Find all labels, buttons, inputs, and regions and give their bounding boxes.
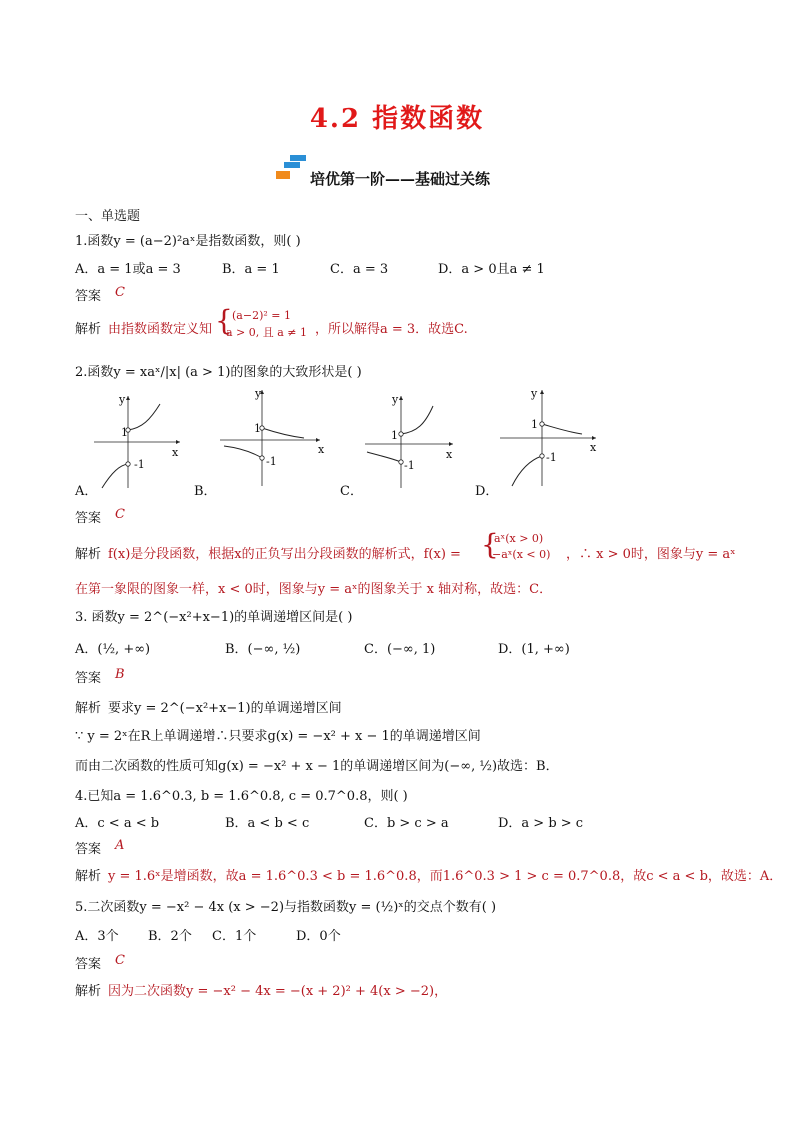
q1-brace: { bbox=[215, 304, 233, 337]
q2-graph-b-neg-one-label: -1 bbox=[266, 455, 277, 468]
q2-graph-b bbox=[218, 386, 326, 488]
q2-graph-b-one-label: 1 bbox=[254, 422, 261, 435]
q4-answer-label: 答案 bbox=[75, 842, 102, 857]
q5-stem: 5.二次函数y = −x² − 4x (x > −2)与指数函数y = (½)ˣ的交点个数有( ) bbox=[75, 900, 497, 915]
q3-option-a: A．(½, +∞) bbox=[75, 642, 151, 657]
q4-analysis: y = 1.6ˣ是增函数，故a = 1.6^0.3 < b = 1.6^0.8，而1.6^0.3 > 1 > c = 0.7^0.8，故c < a < b，故选：A． bbox=[108, 869, 783, 884]
q1-brace-line-1: (a−2)² = 1 bbox=[232, 309, 291, 322]
q2-graph-c-one-label: 1 bbox=[391, 429, 398, 442]
q3-analysis-line-3: 而由二次函数的性质可知g(x) = −x² + x − 1的单调递增区间为(−∞, ½)故选：B． bbox=[75, 759, 559, 774]
q2-graph-a-x-label: x bbox=[172, 446, 179, 459]
q1-answer: C bbox=[115, 285, 125, 300]
q1-analysis-pre: 由指数函数定义知 bbox=[108, 322, 213, 337]
q1-analysis-label: 解析 bbox=[75, 322, 102, 337]
q5-option-a: A．3个 bbox=[75, 929, 119, 944]
q2-brace: { bbox=[481, 528, 499, 561]
q4-option-d: D．a > b > c bbox=[498, 816, 584, 831]
q2-answer: C bbox=[115, 507, 125, 522]
q3-answer-label: 答案 bbox=[75, 671, 102, 686]
q3-analysis-line-1: 要求y = 2^(−x²+x−1)的单调递增区间 bbox=[108, 701, 342, 716]
q5-option-c: C．1个 bbox=[212, 929, 257, 944]
q1-option-d: D．a > 0且a ≠ 1 bbox=[438, 262, 545, 277]
q2-graph-c-neg-one-label: -1 bbox=[404, 459, 415, 472]
q3-analysis-label: 解析 bbox=[75, 701, 102, 716]
q4-option-b: B．a < b < c bbox=[225, 816, 310, 831]
q3-answer: B bbox=[115, 667, 125, 682]
q2-option-d: D． bbox=[475, 484, 499, 499]
q2-graph-d-one-label: 1 bbox=[531, 418, 538, 431]
q3-option-b: B．(−∞, ½) bbox=[225, 642, 301, 657]
q4-option-a: A．c < a < b bbox=[75, 816, 160, 831]
q2-brace-line-1: aˣ(x > 0) bbox=[494, 532, 544, 545]
section-subtitle: 培优第一阶——基础过关练 bbox=[310, 170, 491, 188]
q3-analysis-line-2: ∵ y = 2ˣ在R上单调递增∴只要求g(x) = −x² + x − 1的单调递增区间 bbox=[75, 729, 481, 744]
q4-option-c: C．b > c > a bbox=[364, 816, 449, 831]
q2-graph-d bbox=[498, 386, 600, 488]
q5-answer-label: 答案 bbox=[75, 957, 102, 972]
q2-option-c: C． bbox=[340, 484, 363, 499]
q2-stem: 2.函数y = xaˣ/|x| (a > 1)的图象的大致形状是( ) bbox=[75, 365, 362, 380]
q3-option-c: C．(−∞, 1) bbox=[364, 642, 436, 657]
page-title: 4.2 指数函数 bbox=[309, 104, 485, 134]
q2-graph-c-x-label: x bbox=[446, 448, 453, 461]
q5-answer: C bbox=[115, 953, 125, 968]
q2-graph-a-neg-one-label: -1 bbox=[134, 458, 145, 471]
q4-answer: A bbox=[115, 838, 125, 853]
q2-analysis-line-2: 在第一象限的图象一样，x < 0时，图象与y = aˣ的图象关于 x 轴对称，故选：C． bbox=[75, 582, 553, 597]
q1-option-b: B．a = 1 bbox=[222, 262, 280, 277]
q2-graph-d-y-label: y bbox=[531, 387, 538, 400]
q1-analysis-post: ，所以解得a = 3．故选C. bbox=[315, 322, 468, 337]
q1-option-a: A．a = 1或a = 3 bbox=[75, 262, 181, 277]
q1-answer-label: 答案 bbox=[75, 289, 102, 304]
q2-graph-d-x-label: x bbox=[590, 441, 597, 454]
q2-option-a: A． bbox=[75, 484, 98, 499]
q5-analysis-label: 解析 bbox=[75, 984, 102, 999]
q3-option-d: D．(1, +∞) bbox=[498, 642, 570, 657]
q2-graph-c-y-label: y bbox=[392, 393, 399, 406]
q4-analysis-label: 解析 bbox=[75, 869, 102, 884]
q2-graph-c bbox=[363, 392, 457, 490]
q1-brace-line-2: a > 0, 且 a ≠ 1 bbox=[226, 326, 308, 339]
q2-brace-line-2: −aˣ(x < 0) bbox=[492, 548, 551, 561]
q2-graph-d-neg-one-label: -1 bbox=[546, 451, 557, 464]
q2-graph-b-y-label: y bbox=[255, 387, 262, 400]
q5-option-d: D．0个 bbox=[296, 929, 341, 944]
q1-option-c: C．a = 3 bbox=[330, 262, 389, 277]
q3-stem: 3. 函数y = 2^(−x²+x−1)的单调递增区间是( ) bbox=[75, 610, 353, 625]
section-logo-icon bbox=[276, 155, 308, 181]
q5-option-b: B．2个 bbox=[148, 929, 192, 944]
q5-analysis: 因为二次函数y = −x² − 4x = −(x + 2)² + 4(x > −2)， bbox=[108, 984, 448, 999]
q2-analysis-label: 解析 bbox=[75, 547, 102, 562]
q2-analysis-mid: ，∴ x > 0时，图象与y = aˣ bbox=[566, 547, 736, 562]
q2-answer-label: 答案 bbox=[75, 511, 102, 526]
q2-graph-b-x-label: x bbox=[318, 443, 325, 456]
q2-graph-a-one-label: 1 bbox=[121, 426, 128, 439]
q2-analysis-pre: f(x)是分段函数，根据x的正负写出分段函数的解析式，f(x) = bbox=[108, 547, 461, 562]
q1-stem: 1.函数y = (a−2)²aˣ是指数函数，则( ) bbox=[75, 234, 301, 249]
q4-stem: 4.已知a = 1.6^0.3, b = 1.6^0.8, c = 0.7^0.8，则( ) bbox=[75, 789, 408, 804]
q2-graph-a-y-label: y bbox=[119, 393, 126, 406]
section-heading: 一、单选题 bbox=[75, 209, 141, 224]
q2-graph-a bbox=[92, 392, 184, 490]
q2-option-b: B． bbox=[194, 484, 217, 499]
